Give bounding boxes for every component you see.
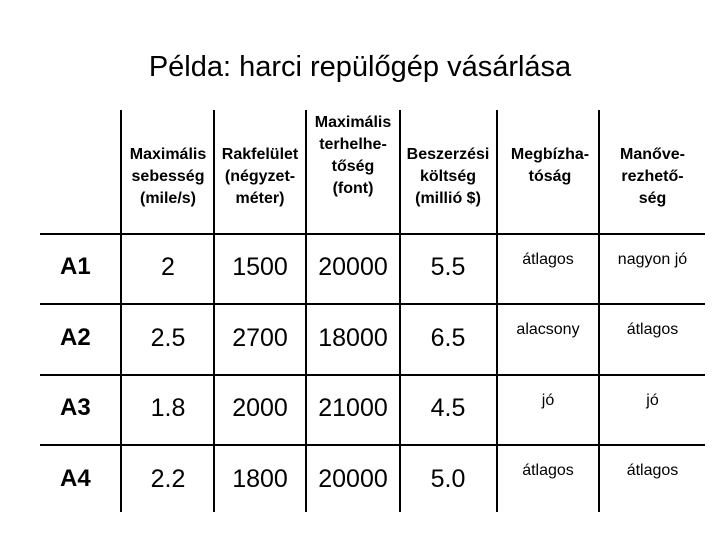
cell-reliability: jó — [541, 392, 555, 409]
column-divider — [120, 110, 122, 512]
cell-speed: 2 — [161, 253, 175, 281]
header-max-payload: Maximális terhelhe- tőség (font) — [314, 114, 392, 197]
column-divider — [305, 110, 307, 512]
column-divider — [496, 110, 498, 512]
cell-payload: 20000 — [318, 253, 388, 281]
cell-cargo-area: 2000 — [232, 394, 288, 422]
header-reliability: Megbízha- tóság — [510, 146, 590, 185]
row-label: A1 — [60, 253, 91, 280]
cell-payload: 18000 — [318, 324, 388, 352]
page-title: Példa: harci repülőgép vásárlása — [148, 51, 572, 83]
row-divider — [40, 444, 705, 446]
cell-cost: 5.5 — [430, 253, 466, 281]
cell-maneuverability: átlagos — [626, 321, 679, 338]
header-maneuverability: Manőve- rezhető- ség — [620, 146, 685, 207]
header-cargo-area: Rakfelület (négyzet- méter) — [221, 146, 299, 207]
row-divider — [40, 233, 705, 235]
cell-cargo-area: 2700 — [232, 324, 288, 352]
row-label: A2 — [60, 324, 91, 351]
cell-cost: 5.0 — [430, 465, 466, 493]
row-divider — [40, 303, 705, 305]
row-label: A3 — [60, 394, 91, 421]
header-max-speed: Maximális sebesség (mile/s) — [129, 146, 207, 207]
column-divider — [399, 110, 401, 512]
cell-cost: 6.5 — [430, 324, 466, 352]
cell-speed: 2.5 — [150, 324, 186, 352]
row-label: A4 — [60, 465, 91, 492]
column-divider — [598, 110, 600, 512]
row-divider — [40, 374, 705, 376]
cell-payload: 21000 — [318, 394, 388, 422]
cell-speed: 1.8 — [150, 394, 186, 422]
header-procurement-cost: Beszerzési költség (millió $) — [406, 146, 490, 207]
cell-reliability: alacsony — [516, 321, 580, 338]
cell-maneuverability: jó — [646, 392, 659, 409]
cell-speed: 2.2 — [150, 465, 186, 493]
cell-cargo-area: 1500 — [232, 253, 288, 281]
cell-cargo-area: 1800 — [232, 465, 288, 493]
cell-reliability: átlagos — [522, 251, 574, 268]
cell-maneuverability: nagyon jó — [617, 251, 688, 268]
cell-cost: 4.5 — [430, 394, 466, 422]
column-divider — [213, 110, 215, 512]
cell-reliability: átlagos — [522, 462, 574, 479]
cell-payload: 20000 — [318, 465, 388, 493]
cell-maneuverability: átlagos — [626, 462, 679, 479]
